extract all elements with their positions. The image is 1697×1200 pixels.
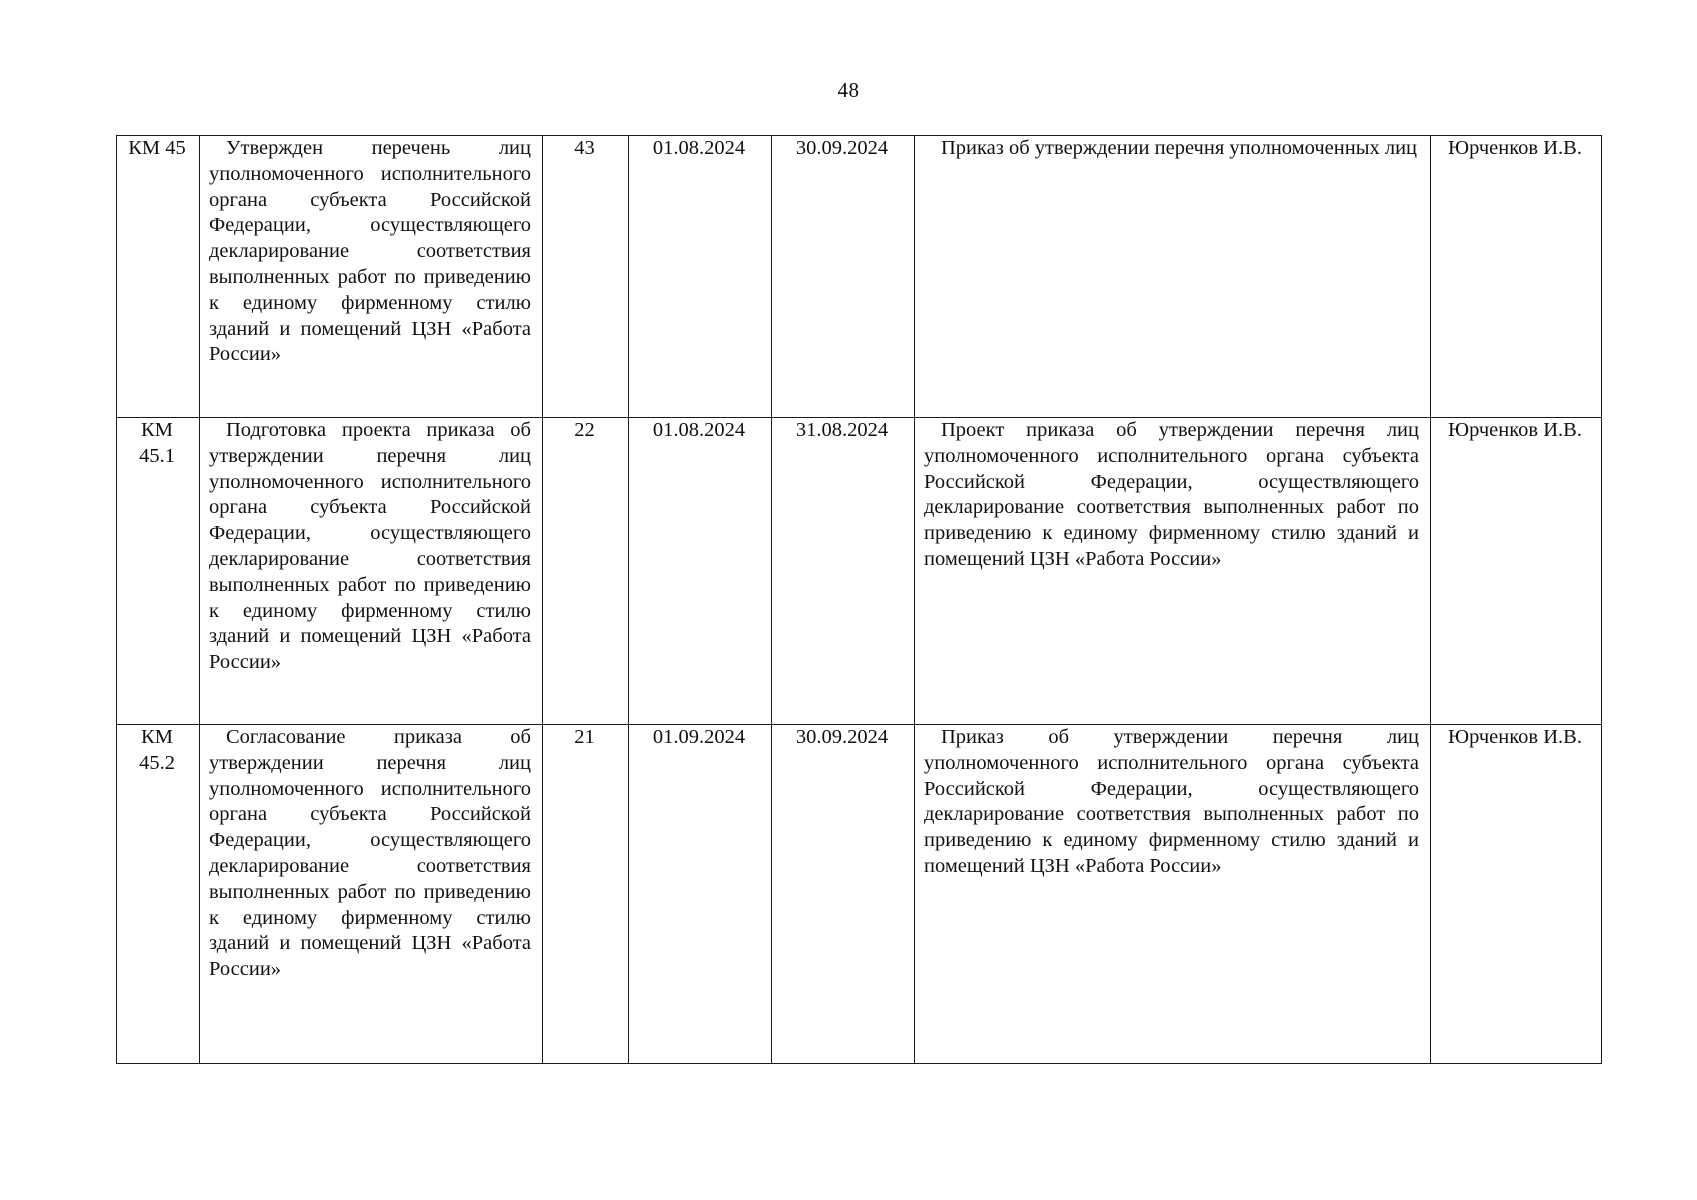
row-duration: 21 [543, 725, 629, 1064]
table-row [117, 418, 1602, 725]
page-number: 48 [837, 78, 860, 102]
row-responsible: Юрченков И.В. [1431, 725, 1602, 1064]
row-result [915, 725, 1431, 1064]
row-result-text: Приказ об утверждении перечня лиц уполномоченного исполнительного органа субъекта Российской Федерации, осуществляющего декларирование соответствия выполненных работ по приведению к единому фирменному стилю зданий и помещений ЦЗН «Работа России» [924, 726, 1419, 877]
row-end-date: 30.09.2024 [772, 136, 915, 418]
row-name [200, 418, 543, 725]
table-row [117, 136, 1602, 418]
row-name-text: Согласование приказа об утверждении перечня лиц уполномоченного исполнительного органа субъекта Российской Федерации, осуществляющего декларирование соответствия выполненных работ по приведению к единому фирменному стилю зданий и помещений ЦЗН «Работа России» [209, 726, 531, 981]
row-code: КМ 45.1 [117, 418, 200, 725]
row-result [915, 136, 1431, 418]
row-name [200, 725, 543, 1064]
row-result-text: Приказ об утверждении перечня уполномоченных лиц [941, 137, 1418, 159]
row-start-date: 01.08.2024 [629, 418, 772, 725]
row-start-date: 01.09.2024 [629, 725, 772, 1064]
row-end-date: 31.08.2024 [772, 418, 915, 725]
row-end-date: 30.09.2024 [772, 725, 915, 1064]
row-code: КМ 45.2 [117, 725, 200, 1064]
row-name [200, 136, 543, 418]
row-start-date: 01.08.2024 [629, 136, 772, 418]
row-duration: 22 [543, 418, 629, 725]
row-result-text: Проект приказа об утверждении перечня лиц уполномоченного исполнительного органа субъекта Российской Федерации, осуществляющего декларирование соответствия выполненных работ по приведению к единому фирменному стилю зданий и помещений ЦЗН «Работа России» [924, 419, 1419, 570]
row-code: КМ 45 [117, 136, 200, 418]
row-result [915, 418, 1431, 725]
table-row [117, 725, 1602, 1064]
row-name-text: Утвержден перечень лиц уполномоченного исполнительного органа субъекта Российской Федерации, осуществляющего декларирование соответствия выполненных работ по приведению к единому фирменному стилю зданий и помещений ЦЗН «Работа России» [209, 137, 531, 366]
control-points-table [116, 135, 1602, 1064]
row-responsible: Юрченков И.В. [1431, 418, 1602, 725]
row-name-text: Подготовка проекта приказа об утверждении перечня лиц уполномоченного исполнительного органа субъекта Российской Федерации, осуществляющего декларирование соответствия выполненных работ по приведению к единому фирменному стилю зданий и помещений ЦЗН «Работа России» [209, 419, 531, 674]
row-responsible: Юрченков И.В. [1431, 136, 1602, 418]
row-duration: 43 [543, 136, 629, 418]
